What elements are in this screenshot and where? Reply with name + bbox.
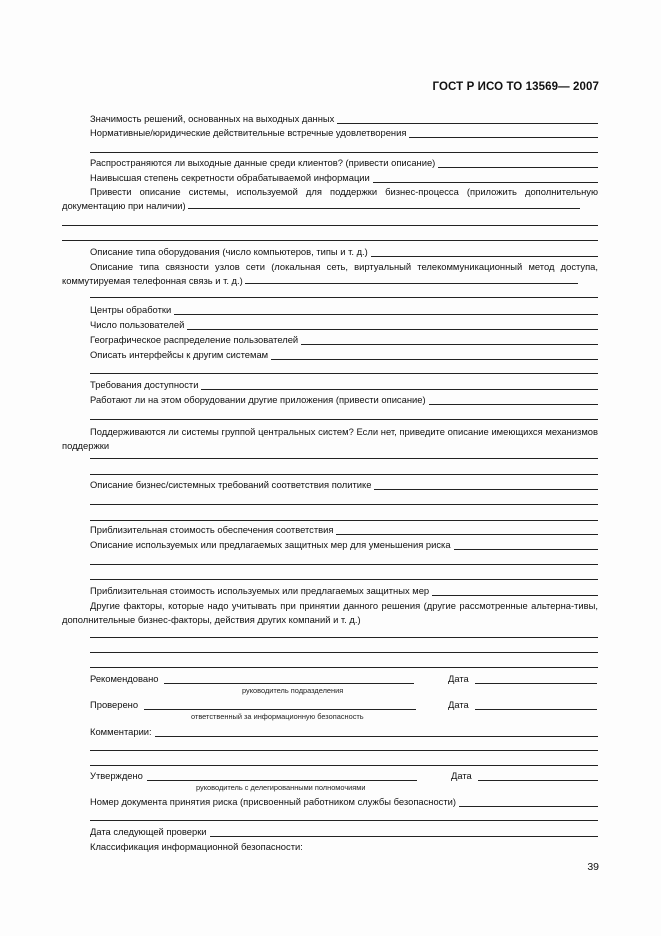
blank-line[interactable] bbox=[90, 152, 598, 153]
field-policy-requirements[interactable]: Описание бизнес/системных требований соответствия политике bbox=[90, 479, 598, 490]
input-line[interactable] bbox=[187, 320, 598, 330]
input-line[interactable] bbox=[144, 700, 416, 710]
blank-line[interactable] bbox=[90, 652, 598, 653]
recommended-signature[interactable]: Рекомендовано bbox=[90, 673, 414, 684]
input-line[interactable] bbox=[210, 827, 598, 837]
input-line[interactable] bbox=[475, 674, 597, 684]
blank-line[interactable] bbox=[90, 637, 598, 638]
input-line[interactable] bbox=[147, 771, 417, 781]
field-risk-document-number[interactable]: Номер документа принятия риска (присвоенный работником службы безопасности) bbox=[90, 796, 598, 807]
blank-line[interactable] bbox=[90, 419, 598, 420]
field-other-factors: Другие факторы, которые надо учитывать при принятии данного решения (другие рассмотренные альтерна-тивы, дополнительные бизнес-факторы, действия других компаний и т. д.) bbox=[62, 600, 598, 625]
input-line[interactable] bbox=[271, 350, 598, 360]
field-next-review-date[interactable]: Дата следующей проверки bbox=[90, 826, 598, 837]
input-line[interactable] bbox=[459, 797, 598, 807]
field-processing-centers[interactable]: Центры обработки bbox=[90, 304, 598, 315]
input-line[interactable] bbox=[174, 305, 598, 315]
input-line[interactable] bbox=[337, 114, 598, 124]
field-legal-considerations[interactable]: Нормативные/юридические действительные встречные удовлетворения bbox=[90, 127, 598, 138]
input-line[interactable] bbox=[301, 335, 598, 345]
input-line[interactable] bbox=[438, 158, 598, 168]
blank-line[interactable] bbox=[90, 667, 598, 668]
blank-line[interactable] bbox=[90, 474, 598, 475]
field-interfaces[interactable]: Описать интерфейсы к другим системам bbox=[90, 349, 598, 360]
input-line[interactable] bbox=[454, 540, 598, 550]
input-line[interactable] bbox=[336, 525, 598, 535]
field-equipment-type[interactable]: Описание типа оборудования (число компьютеров, типы и т. д.) bbox=[90, 246, 598, 257]
page-number: 39 bbox=[587, 861, 599, 873]
checked-caption: ответственный за информационную безопасность bbox=[191, 712, 364, 721]
input-line[interactable] bbox=[475, 700, 597, 710]
blank-line[interactable] bbox=[90, 458, 598, 459]
field-protective-measures[interactable]: Описание используемых или предлагаемых защитных мер для уменьшения риска bbox=[90, 539, 598, 550]
blank-line[interactable] bbox=[62, 225, 598, 226]
input-line[interactable] bbox=[201, 380, 598, 390]
field-user-distribution[interactable]: Географическое распределение пользователей bbox=[90, 334, 598, 345]
checked-date[interactable]: Дата bbox=[448, 699, 597, 710]
recommended-caption: руководитель подразделения bbox=[242, 686, 344, 695]
input-line[interactable] bbox=[245, 274, 578, 284]
blank-line[interactable] bbox=[90, 564, 598, 565]
field-user-count[interactable]: Число пользователей bbox=[90, 319, 598, 330]
blank-line[interactable] bbox=[90, 765, 598, 766]
field-central-support: Поддерживаются ли системы группой центральных систем? Если нет, приведите описание имеющихся механизмов поддержки bbox=[62, 426, 598, 451]
comments-field[interactable]: Комментарии: bbox=[90, 726, 598, 737]
field-output-distribution[interactable]: Распространяются ли выходные данные среди клиентов? (привести описание) bbox=[90, 157, 598, 168]
blank-line[interactable] bbox=[90, 373, 598, 374]
field-security-classification: Классификация информационной безопасности: bbox=[90, 841, 303, 852]
field-secrecy-level[interactable]: Наивысшая степень секретности обрабатываемой информации bbox=[90, 172, 598, 183]
input-line[interactable] bbox=[429, 395, 598, 405]
input-line[interactable] bbox=[164, 674, 414, 684]
blank-line[interactable] bbox=[90, 579, 598, 580]
field-decision-significance[interactable]: Значимость решений, основанных на выходных данных bbox=[90, 113, 598, 124]
blank-line[interactable] bbox=[90, 504, 598, 505]
input-line[interactable] bbox=[374, 480, 598, 490]
blank-line[interactable] bbox=[90, 297, 598, 298]
input-line[interactable] bbox=[188, 199, 580, 209]
input-line[interactable] bbox=[432, 586, 598, 596]
field-network-connectivity[interactable]: Описание типа связности узлов сети (локальная сеть, виртуальный телекоммуникационный метод доступа, коммутируемая телефонная связь и т. д.) bbox=[62, 261, 598, 286]
document-header: ГОСТ Р ИСО ТО 13569— 2007 bbox=[432, 81, 599, 93]
recommended-date[interactable]: Дата bbox=[448, 673, 597, 684]
input-line[interactable] bbox=[371, 247, 598, 257]
checked-signature[interactable]: Проверено bbox=[90, 699, 416, 710]
blank-line[interactable] bbox=[90, 520, 598, 521]
field-system-description[interactable]: Привести описание системы, используемой для поддержки бизнес-процесса (приложить дополнительную документацию при наличии) bbox=[62, 186, 598, 211]
blank-line[interactable] bbox=[90, 820, 598, 821]
approved-date[interactable]: Дата bbox=[451, 770, 598, 781]
input-line[interactable] bbox=[409, 128, 598, 138]
blank-line[interactable] bbox=[62, 240, 598, 241]
field-availability[interactable]: Требования доступности bbox=[90, 379, 598, 390]
approved-signature[interactable]: Утверждено bbox=[90, 770, 417, 781]
field-other-applications[interactable]: Работают ли на этом оборудовании другие приложения (привести описание) bbox=[90, 394, 598, 405]
input-line[interactable] bbox=[373, 173, 598, 183]
field-measures-cost[interactable]: Приблизительная стоимость используемых или предлагаемых защитных мер bbox=[90, 585, 598, 596]
input-line[interactable] bbox=[478, 771, 598, 781]
approved-caption: руководитель с делегированными полномочиями bbox=[196, 783, 366, 792]
input-line[interactable] bbox=[155, 727, 598, 737]
blank-line[interactable] bbox=[90, 750, 598, 751]
field-compliance-cost[interactable]: Приблизительная стоимость обеспечения соответствия bbox=[90, 524, 598, 535]
